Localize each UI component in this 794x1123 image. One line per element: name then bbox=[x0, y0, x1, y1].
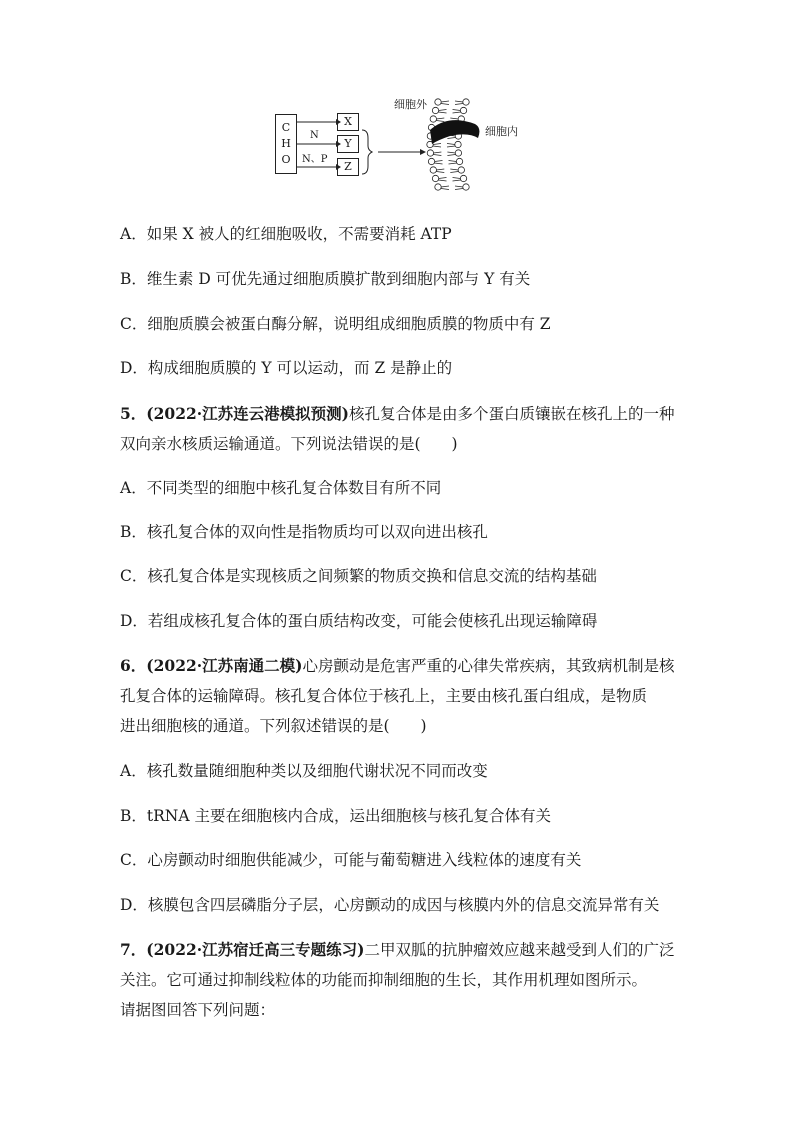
arrow-label-n: N bbox=[310, 130, 319, 141]
lipid-head bbox=[430, 167, 436, 173]
q4-option-a: A．如果 X 被人的红细胞吸收，不需要消耗 ATP bbox=[120, 225, 452, 243]
q5-option-a: A．不同类型的细胞中核孔复合体数目有所不同 bbox=[120, 479, 442, 497]
lipid-head bbox=[456, 158, 462, 164]
q6-option-d: D．核膜包含四层磷脂分子层，心房颤动的成因与核膜内外的信息交流异常有关 bbox=[120, 896, 660, 914]
lipid-head bbox=[428, 158, 434, 164]
lipid-tail bbox=[453, 178, 461, 182]
q7-stem-line-2: 关注。它可通过抑制线粒体的功能而抑制细胞的生长，其作用机理如图所示。 bbox=[120, 971, 648, 989]
lipid-tail bbox=[439, 178, 447, 182]
lipid-tail bbox=[436, 118, 444, 122]
inside-cell-label: 细胞内 bbox=[485, 125, 518, 138]
q6-stem-line-1 bbox=[120, 655, 690, 677]
cho-element-box bbox=[275, 114, 297, 174]
lipid-head bbox=[455, 141, 461, 147]
q7-stem-text-1: 二甲双胍的抗肿瘤效应越来越受到人们的广泛 bbox=[364, 941, 675, 959]
lipid-tail bbox=[447, 144, 455, 148]
element-h: H bbox=[281, 137, 291, 150]
box-y: Y bbox=[337, 135, 359, 153]
lipid-head bbox=[435, 184, 441, 190]
q5-source: (2022·江苏连云港模拟预测) bbox=[146, 404, 350, 423]
lipid-head bbox=[432, 107, 438, 113]
q6-stem-text-1: 心房颤动是危害严重的心律失常疾病，其致病机制是核 bbox=[302, 657, 675, 675]
lipid-tail bbox=[453, 110, 461, 114]
q7-stem-line-1 bbox=[120, 939, 690, 961]
q4-option-d: D．构成细胞质膜的 Y 可以运动，而 Z 是静止的 bbox=[120, 359, 453, 377]
q7-stem-line-3: 请据图回答下列问题： bbox=[120, 1001, 276, 1019]
q6-option-c: C．心房颤动时细胞供能减少，可能与葡萄糖进入线粒体的速度有关 bbox=[120, 851, 582, 869]
lipid-head bbox=[460, 175, 466, 181]
q6-option-a: A．核孔数量随细胞种类以及细胞代谢状况不同而改变 bbox=[120, 762, 488, 780]
lipid-tail bbox=[450, 169, 458, 173]
lipid-tail bbox=[433, 152, 441, 156]
element-c: C bbox=[281, 121, 291, 134]
lipid-tail bbox=[439, 110, 447, 114]
arrow-label-np: N、P bbox=[302, 154, 328, 165]
lipid-tail bbox=[455, 186, 463, 190]
lipid-head bbox=[427, 150, 433, 156]
outside-cell-label: 细胞外 bbox=[394, 98, 427, 111]
q5-number: 5． bbox=[120, 404, 147, 423]
lipid-head bbox=[463, 184, 469, 190]
q4-option-c: C．细胞质膜会被蛋白酶分解，说明组成细胞质膜的物质中有 Z bbox=[120, 315, 551, 333]
q7-source: (2022·江苏宿迁高三专题练习) bbox=[146, 940, 365, 959]
lipid-tail bbox=[433, 144, 441, 148]
q5-stem-line-1 bbox=[120, 403, 690, 425]
q5-option-d: D．若组成核孔复合体的蛋白质结构改变，可能会使核孔出现运输障碍 bbox=[120, 612, 598, 630]
lipid-tail bbox=[435, 161, 443, 165]
lipid-head bbox=[460, 107, 466, 113]
lipid-tail bbox=[449, 161, 457, 165]
lipid-tail bbox=[441, 186, 449, 190]
lipid-tail bbox=[455, 101, 463, 105]
q4-option-b: B．维生素 D 可优先通过细胞质膜扩散到细胞内部与 Y 有关 bbox=[120, 270, 531, 288]
lipid-head bbox=[435, 99, 441, 105]
q6-source: (2022·江苏南通二模) bbox=[146, 656, 303, 675]
q6-number: 6． bbox=[120, 656, 147, 675]
lipid-head bbox=[430, 116, 436, 122]
lipid-tail bbox=[447, 152, 455, 156]
lipid-head bbox=[432, 175, 438, 181]
lipid-head bbox=[463, 99, 469, 105]
q6-stem-line-3: 进出细胞核的通道。下列叙述错误的是( ) bbox=[120, 717, 427, 735]
q5-stem-line-2: 双向亲水核质运输通道。下列说法错误的是( ) bbox=[120, 435, 458, 453]
q5-option-b: B．核孔复合体的双向性是指物质均可以双向进出核孔 bbox=[120, 523, 488, 541]
box-z: Z bbox=[337, 158, 359, 176]
q7-number: 7． bbox=[120, 940, 147, 959]
box-x: X bbox=[337, 113, 359, 131]
lipid-head bbox=[455, 150, 461, 156]
lipid-tail bbox=[436, 169, 444, 173]
q5-option-c: C．核孔复合体是实现核质之间频繁的物质交换和信息交流的结构基础 bbox=[120, 567, 597, 585]
q6-option-b: B．tRNA 主要在细胞核内合成，运出细胞核与核孔复合体有关 bbox=[120, 807, 551, 825]
element-o: O bbox=[281, 153, 291, 166]
q6-stem-line-2: 孔复合体的运输障碍。核孔复合体位于核孔上，主要由核孔蛋白组成，是物质 bbox=[120, 687, 648, 705]
q5-stem-text-1: 核孔复合体是由多个蛋白质镶嵌在核孔上的一种 bbox=[349, 405, 675, 423]
lipid-head bbox=[458, 167, 464, 173]
lipid-tail bbox=[441, 101, 449, 105]
membrane-figure bbox=[270, 92, 540, 202]
